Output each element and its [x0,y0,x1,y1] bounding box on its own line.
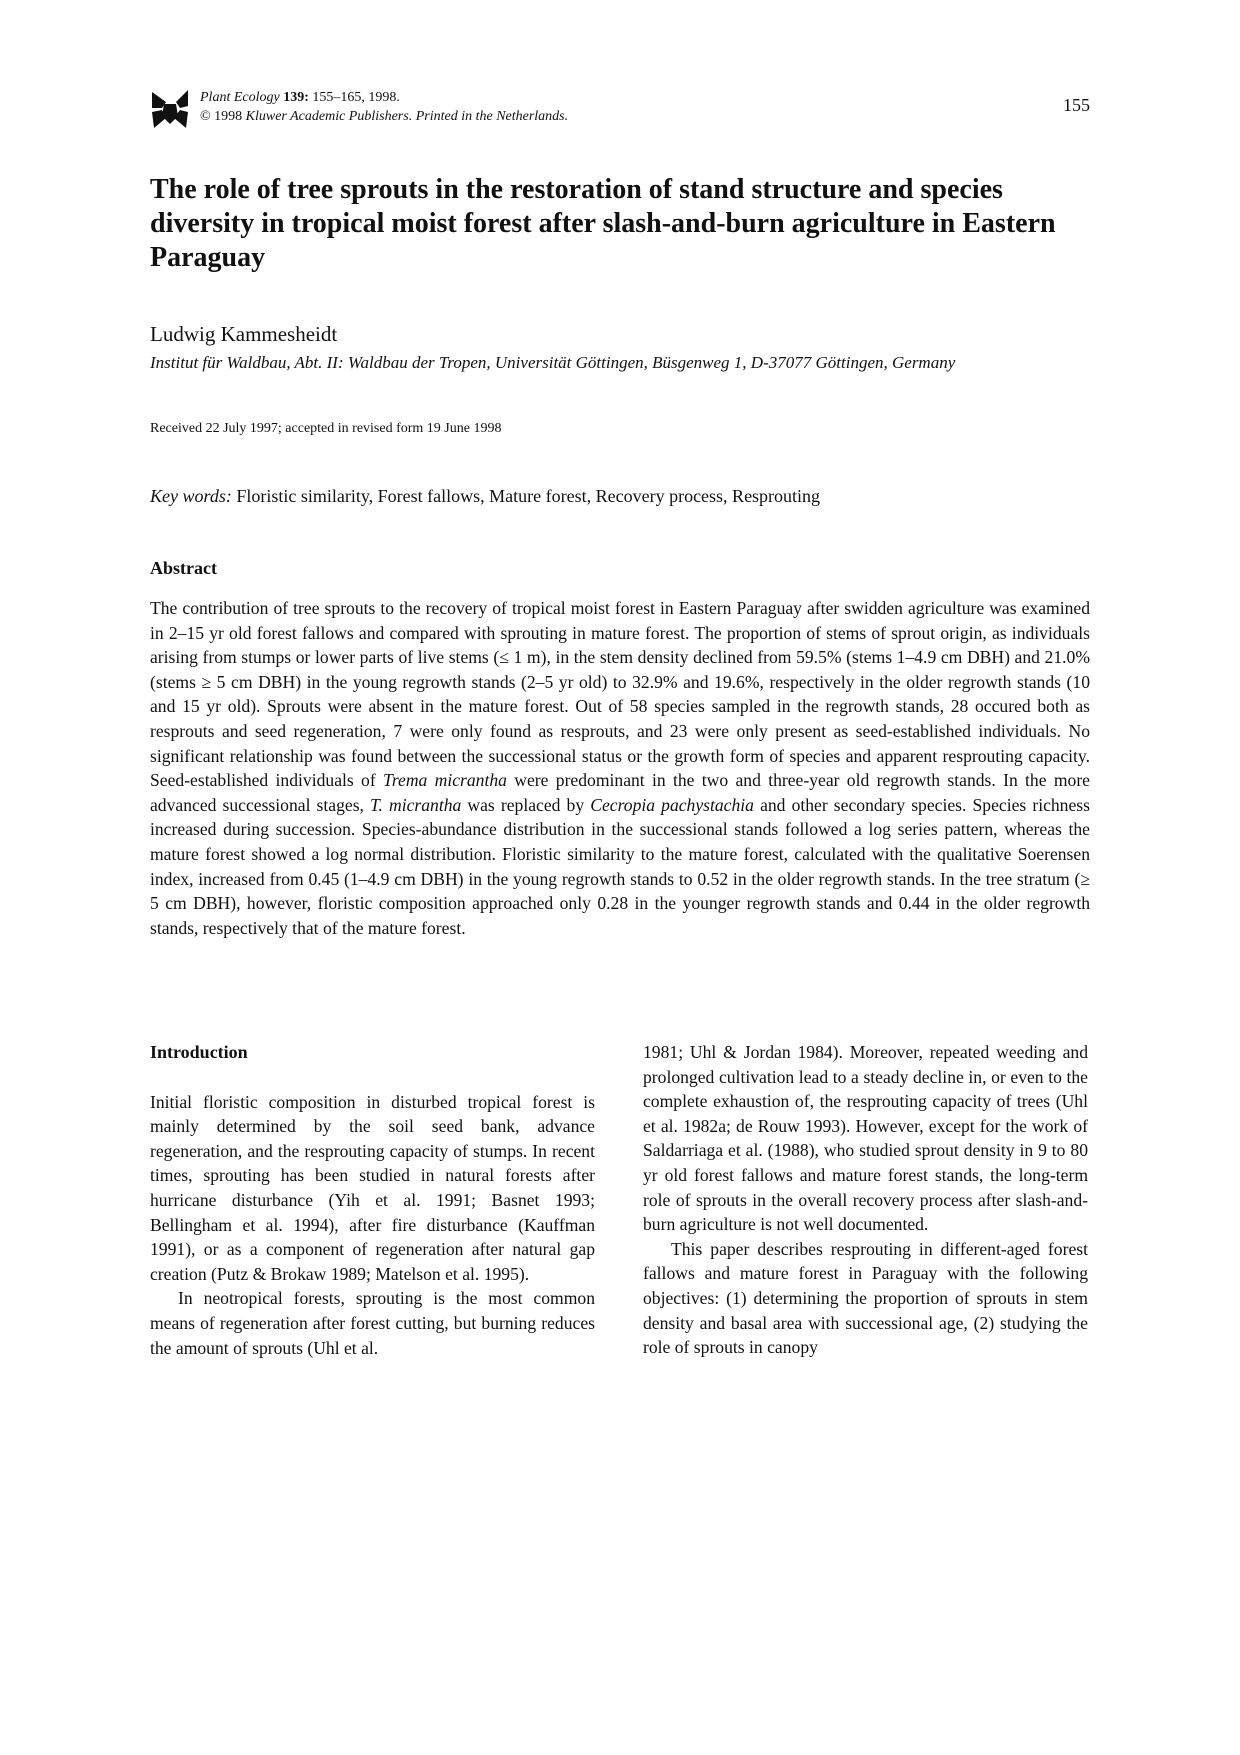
author-name: Ludwig Kammesheidt [150,322,338,346]
author-affiliation: Institut für Waldbau, Abt. II: Waldbau der Tropen, Universität Göttingen, Büsgenweg 1, D-37077 Göttingen, Germany [150,353,956,372]
abstract-text-1: The contribution of tree sprouts to the recovery of tropical moist forest in Eastern Paraguay after swidden agriculture was examined in 2–15 yr old forest fallows and compared with sprouting in mature forest. The proportion of stems of sprout origin, as individuals arising from stumps or lower parts of live stems (≤ 1 m), in the stem density declined from 59.5% (stems 1–4.9 cm DBH) and 21.0% (stems ≥ 5 cm DBH) in the young regrowth stands (2–5 yr old) to 32.9% and 19.6%, respectively in the older regrowth stands (10 and 15 yr old). Sprouts were absent in the mature forest. Out of 58 species sampled in the regrowth stands, 28 occured both as resprouts and seed regeneration, 7 were only found as resprouts, and 23 were only present as seed-established individuals. No significant relationship was found between the successional status or the growth form of species and apparent resprouting capacity. Seed-established individuals of [150,598,1090,791]
publisher-logo-icon [150,88,190,130]
journal-volume: 139: [283,90,309,105]
journal-name: Plant Ecology [200,90,280,105]
article-title: The role of tree sprouts in the restoration of stand structure and species diversity in tropical moist forest after slash-and-burn agriculture in Eastern Paraguay [150,174,1056,273]
keywords-text: Floristic similarity, Forest fallows, Mature forest, Recovery process, Resprouting [236,486,821,506]
abstract-body [150,596,1090,940]
introduction-heading: Introduction [150,1042,248,1062]
abstract-text-4: and other secondary species. Species richness increased during succession. Species-abundance distribution in the successional stands followed a log series pattern, whereas the mature forest showed a log normal distribution. Floristic similarity to the mature forest, calculated with the qualitative Soerensen index, increased from 0.45 (1–4.9 cm DBH) in the young regrowth stands to 0.52 in the older regrowth stands. In the tree stratum (≥ 5 cm DBH), however, floristic composition approached only 0.28 in the younger regrowth stands and 0.44 in the older regrowth stands, respectively that of the mature forest. [150,794,1090,938]
received-dates: Received 22 July 1997; accepted in revised form 19 June 1998 [150,421,502,436]
printed-note: Printed in the Netherlands. [415,109,569,124]
species-name-t-micrantha: T. micrantha [370,794,462,815]
intro-paragraph-2: In neotropical forests, sprouting is the most common means of regeneration after forest cutting, but burning reduces the amount of sprouts (Uhl et al. [150,1288,595,1358]
publisher-name: Kluwer Academic Publishers. [245,109,413,124]
intro-paragraph-3: This paper describes resprouting in different-aged forest fallows and mature forest in Paraguay with the following objectives: (1) determining the proportion of sprouts in stem density and basal area with successional age, (2) studying the role of sprouts in canopy [643,1238,1088,1358]
journal-pages: 155–165, 1998. [312,90,400,105]
copyright-symbol: © [200,109,211,124]
citation-line [200,88,568,107]
left-column [150,1040,595,1360]
intro-paragraph-2-continued: 1981; Uhl & Jordan 1984). Moreover, repeated weeding and prolonged cultivation lead to a steady decline in, or even to the complete exhaustion of, the resprouting capacity of trees (Uhl et al. 1982a; de Rouw 1993). However, except for the work of Saldarriaga et al. (1988), who studied sprout density in 9 to 80 yr old forest fallows and mature forest stands, the long-term role of sprouts in the overall recovery process after slash-and-burn agriculture is not well documented. [643,1042,1088,1235]
right-column [643,1040,1088,1360]
species-name-cecropia: Cecropia pachystachia [590,794,754,815]
abstract-text-2: were predominant in the two and three-year old regrowth stands. In the more advanced successional stages, [150,770,1090,815]
abstract-text-3: was replaced by [467,794,585,815]
abstract-heading: Abstract [150,558,217,578]
intro-paragraph-1: Initial floristic composition in disturbed tropical forest is mainly determined by the soil seed bank, advance regeneration, and the resprouting capacity of stumps. In recent times, sprouting has been studied in natural forests after hurricane disturbance (Yih et al. 1991; Basnet 1993; Bellingham et al. 1994), after fire disturbance (Kauffman 1991), or as a component of regeneration after natural gap creation (Putz & Brokaw 1989; Matelson et al. 1995). [150,1091,595,1284]
keywords-label: Key words: [150,486,232,506]
species-name-trema: Trema micrantha [383,770,507,791]
keywords [150,486,1090,507]
copyright-line [200,107,568,126]
page-number: 155 [1063,95,1090,115]
journal-header [200,88,568,126]
copyright-year: 1998 [214,109,243,124]
